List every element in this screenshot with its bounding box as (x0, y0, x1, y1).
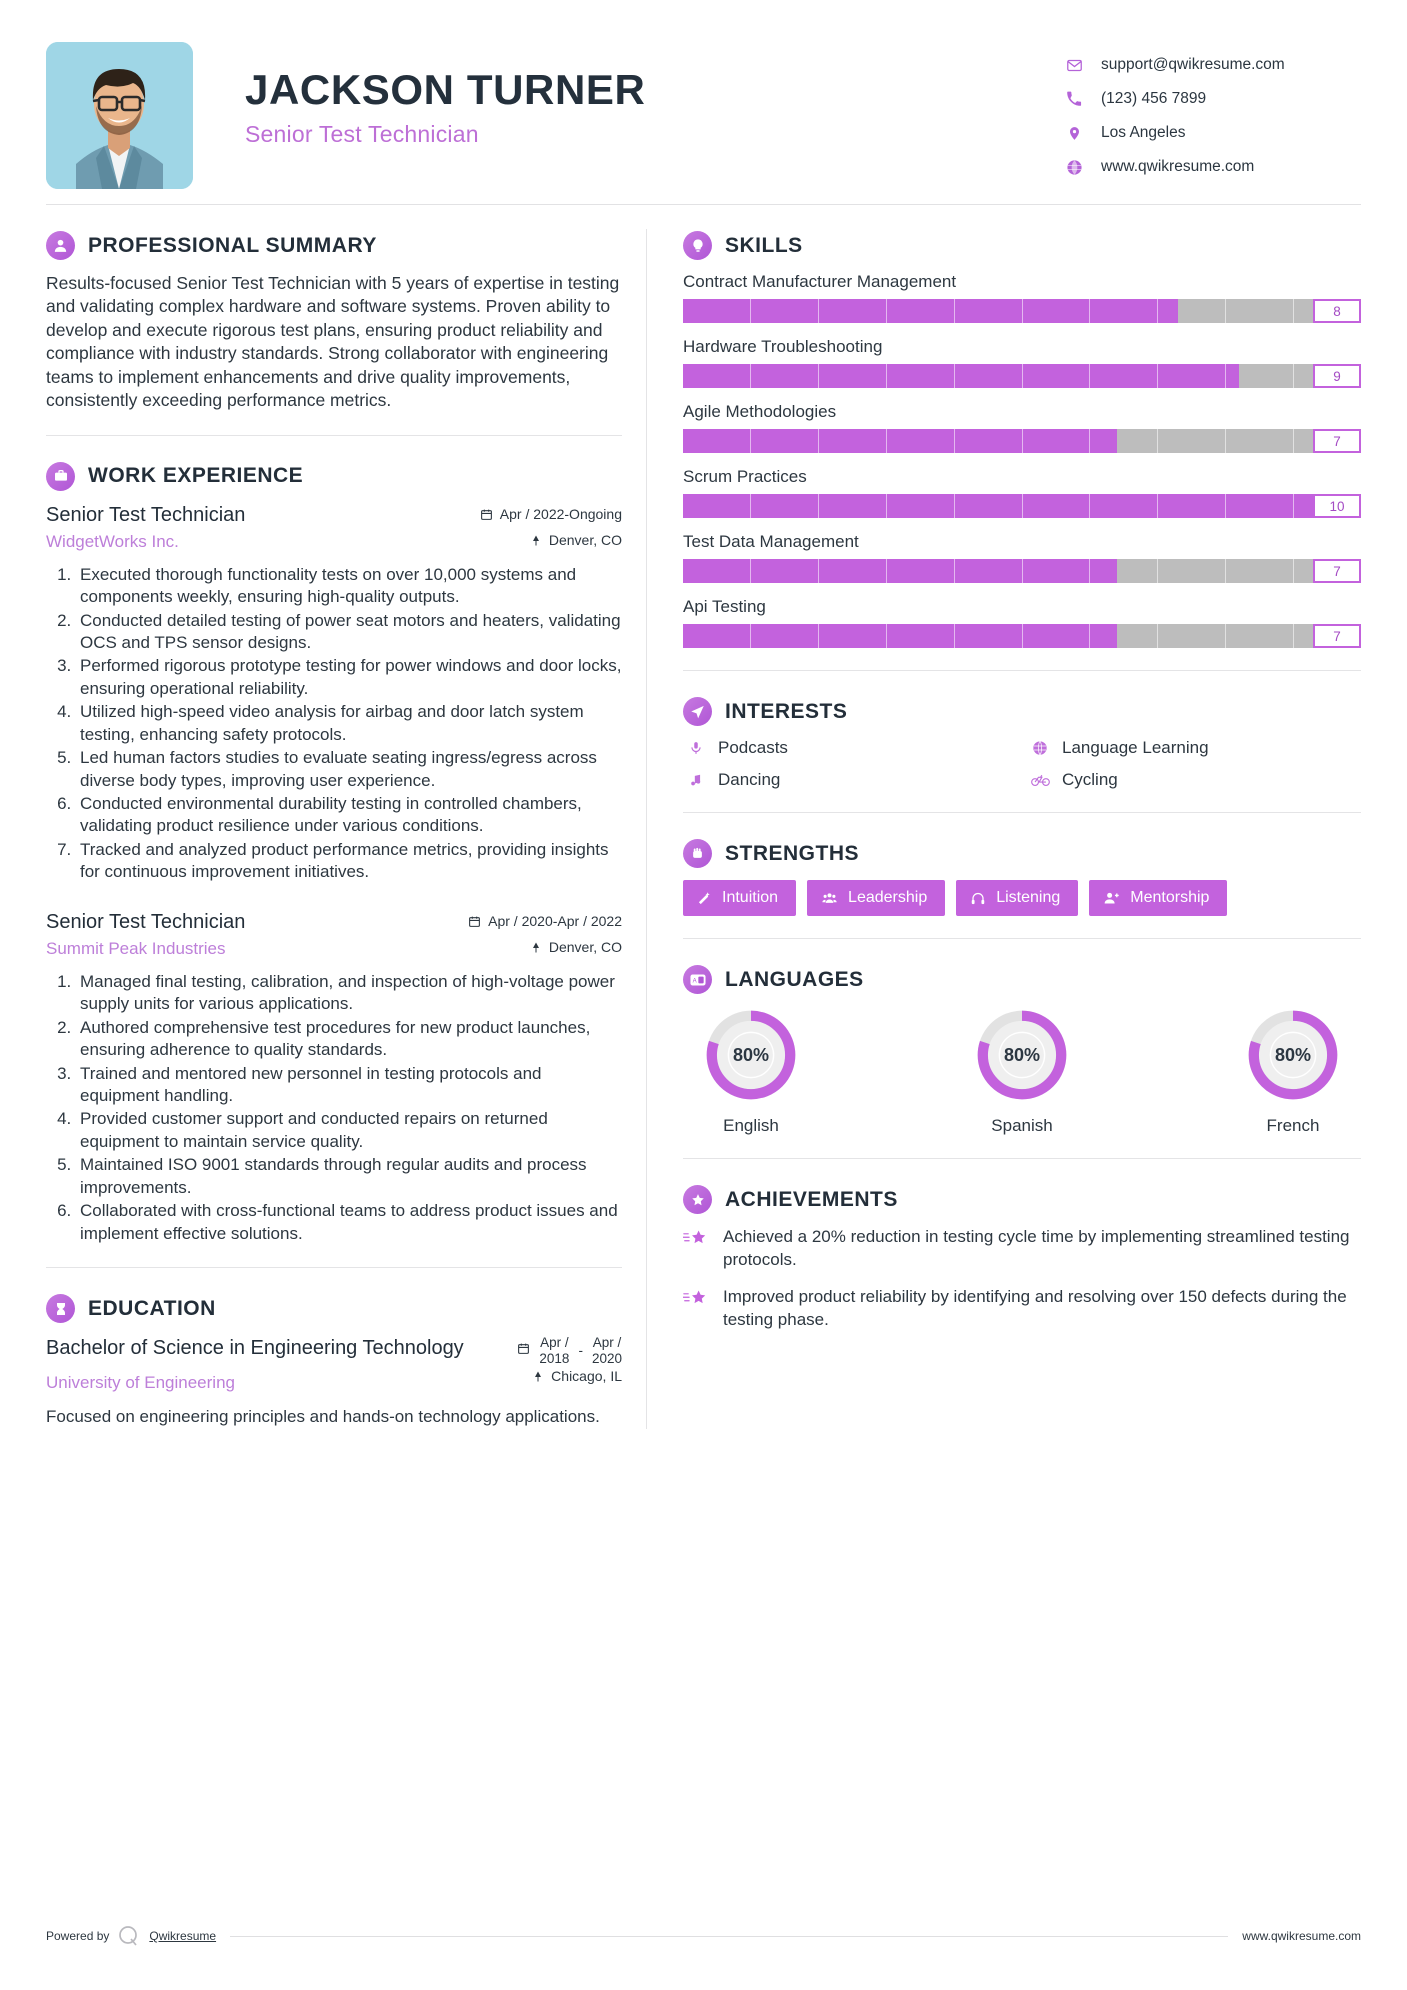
page-title: JACKSON TURNER (245, 66, 646, 113)
section-header (46, 231, 622, 260)
education-start-date (539, 1335, 569, 1366)
language-percent: 80% (1003, 1044, 1041, 1065)
language-donut (1244, 1006, 1342, 1104)
globe-icon (1027, 740, 1053, 756)
list-item: 2. Conducted detailed testing of power seat motors and heaters, validating OCS and TPS sensor designs. (76, 610, 622, 655)
star-icon (683, 1286, 713, 1331)
education-end-date (592, 1335, 622, 1366)
skill-bar (683, 299, 1361, 323)
job-header-row (46, 910, 622, 935)
map-pin-icon (530, 941, 542, 954)
experience-item (46, 910, 622, 1245)
list-item: 6. Collaborated with cross-functional teams to address product issues and implement effective solutions. (76, 1200, 622, 1245)
skill-bar (683, 494, 1361, 518)
mail-icon (1061, 57, 1087, 74)
left-column (46, 205, 646, 1429)
list-item: 5. Maintained ISO 9001 standards through regular audits and process improvements. (76, 1154, 622, 1199)
skill-value: 9 (1313, 364, 1361, 388)
section-divider (683, 1158, 1361, 1159)
skill-value: 7 (1313, 429, 1361, 453)
user-plus-icon (1103, 891, 1120, 906)
send-icon (683, 697, 712, 726)
language-donut (702, 1006, 800, 1104)
strength-tag-mentorship (1089, 880, 1227, 916)
job-subheader-row (46, 528, 622, 552)
education-location (532, 1368, 622, 1384)
contact-list (1061, 42, 1361, 184)
section-interests (683, 697, 1361, 790)
section-title: LANGUAGES (725, 967, 864, 991)
skill-item (683, 272, 1361, 323)
section-title: STRENGTHS (725, 841, 860, 865)
skill-bar (683, 624, 1361, 648)
date-separator: - (578, 1342, 583, 1358)
section-education (46, 1294, 622, 1429)
footer-brand-link[interactable]: Qwikresume (149, 1929, 217, 1943)
list-item: 1. Managed final testing, calibration, and inspection of high-voltage power supply units for various applications. (76, 971, 622, 1016)
experience-item (46, 503, 622, 884)
skill-value: 7 (1313, 624, 1361, 648)
contact-location (1061, 116, 1361, 150)
job-dates-value: Apr / 2020-Apr / 2022 (488, 913, 622, 930)
achievement-item (683, 1286, 1361, 1331)
list-item: 7. Tracked and analyzed product performance metrics, providing insights for continuous improvement initiatives. (76, 839, 622, 884)
skill-item (683, 467, 1361, 518)
education-start-year: 2018 (539, 1350, 570, 1366)
resume-body (46, 205, 1361, 1429)
graduation-icon (46, 1294, 75, 1323)
strength-tag-listening (956, 880, 1078, 916)
job-dates (480, 506, 622, 522)
job-bullets (46, 971, 622, 1245)
skill-item (683, 402, 1361, 453)
section-header (683, 965, 1361, 994)
education-degree: Bachelor of Science in Engineering Technology (46, 1337, 464, 1359)
contact-phone[interactable] (1061, 82, 1361, 116)
contact-website[interactable] (1061, 150, 1361, 184)
education-subrow (46, 1368, 622, 1393)
skill-bar (683, 429, 1361, 453)
calendar-icon (517, 1342, 530, 1359)
pin-icon (1061, 125, 1087, 142)
job-location-value: Denver, CO (548, 532, 622, 549)
section-divider (46, 1267, 622, 1268)
map-pin-icon (530, 534, 542, 547)
globe-icon (1061, 159, 1087, 176)
job-dates (468, 913, 622, 929)
job-location (530, 532, 622, 548)
job-company: WidgetWorks Inc. (46, 531, 179, 551)
section-header (683, 839, 1361, 868)
job-title: Senior Test Technician (245, 121, 479, 148)
right-column (647, 205, 1361, 1429)
skill-value: 7 (1313, 559, 1361, 583)
contact-website-value: www.qwikresume.com (1101, 158, 1255, 175)
language-percent: 80% (1274, 1044, 1312, 1065)
achievement-item (683, 1226, 1361, 1271)
job-dates-value: Apr / 2022-Ongoing (499, 506, 622, 523)
contact-location-value: Los Angeles (1101, 124, 1186, 141)
avatar (46, 42, 193, 189)
microphone-icon (683, 740, 709, 756)
language-name: French (1266, 1116, 1320, 1135)
section-title: PROFESSIONAL SUMMARY (88, 233, 377, 257)
map-pin-icon (532, 1370, 544, 1383)
education-dates (517, 1335, 622, 1366)
education-school: University of Engineering (46, 1373, 235, 1393)
skill-label: Hardware Troubleshooting (683, 337, 883, 356)
contact-email[interactable] (1061, 48, 1361, 82)
section-header (46, 462, 622, 491)
section-header (683, 1185, 1361, 1214)
headphones-icon (970, 891, 986, 906)
star-icon (683, 1226, 713, 1271)
bicycle-icon (1027, 773, 1053, 787)
skill-label: Contract Manufacturer Management (683, 272, 957, 291)
language-item (691, 1006, 811, 1136)
section-title: SKILLS (725, 233, 803, 257)
job-header-row (46, 503, 622, 528)
job-location-value: Denver, CO (548, 939, 622, 956)
skill-value: 8 (1313, 299, 1361, 323)
section-title: ACHIEVEMENTS (725, 1187, 898, 1211)
section-work-experience (46, 462, 622, 1245)
section-header (46, 1294, 622, 1323)
language-name: Spanish (991, 1116, 1053, 1135)
strength-label: Intuition (722, 889, 779, 906)
skill-fill (683, 494, 1361, 518)
section-strengths (683, 839, 1361, 916)
education-degree-block (46, 1335, 464, 1361)
interest-label: Cycling (1062, 770, 1118, 789)
interests-grid (683, 738, 1361, 790)
skill-fill (683, 624, 1117, 648)
interest-item (1027, 738, 1361, 758)
skill-item (683, 532, 1361, 583)
strength-label: Leadership (848, 889, 928, 906)
section-professional-summary (46, 231, 622, 413)
strength-label: Listening (996, 889, 1061, 906)
skill-fill (683, 429, 1117, 453)
list-item: 3. Performed rigorous prototype testing for power windows and door locks, ensuring operational reliability. (76, 655, 622, 700)
interest-item (683, 770, 1017, 790)
fist-icon (683, 839, 712, 868)
list-item: 1. Executed thorough functionality tests on over 10,000 systems and components weekly, ensuring high-quality outputs. (76, 564, 622, 609)
job-subheader-row (46, 935, 622, 959)
footer-website: www.qwikresume.com (1242, 1929, 1361, 1943)
strength-tag-leadership (807, 880, 945, 916)
strengths-list (683, 880, 1361, 916)
list-item: 4. Provided customer support and conducted repairs on returned equipment to maintain service quality. (76, 1108, 622, 1153)
section-title: EDUCATION (88, 1296, 216, 1320)
strength-tag-intuition (683, 880, 796, 916)
skill-label: Agile Methodologies (683, 402, 837, 421)
contact-email-value: support@qwikresume.com (1101, 56, 1285, 73)
section-title: INTERESTS (725, 699, 848, 723)
language-percent: 80% (732, 1044, 770, 1065)
interest-item (683, 738, 1017, 758)
skill-label: Test Data Management (683, 532, 859, 551)
briefcase-icon (46, 462, 75, 491)
interest-label: Language Learning (1062, 738, 1209, 757)
job-role: Senior Test Technician (46, 910, 246, 933)
strength-label: Mentorship (1130, 889, 1210, 906)
list-item: 5. Led human factors studies to evaluate seating ingress/egress across diverse body types, improving user experience. (76, 747, 622, 792)
user-icon (46, 231, 75, 260)
skill-fill (683, 559, 1117, 583)
page-footer (46, 1924, 1361, 1948)
bulb-icon (683, 231, 712, 260)
section-divider (683, 670, 1361, 671)
skill-bar (683, 364, 1361, 388)
contact-phone-value: (123) 456 7899 (1101, 90, 1207, 107)
section-skills (683, 231, 1361, 648)
skill-fill (683, 299, 1178, 323)
section-divider (683, 938, 1361, 939)
languages-list (683, 1006, 1361, 1136)
section-languages (683, 965, 1361, 1136)
skill-label: Scrum Practices (683, 467, 807, 486)
job-company: Summit Peak Industries (46, 938, 226, 958)
job-bullets (46, 564, 622, 884)
language-name: English (723, 1116, 779, 1135)
interest-label: Podcasts (718, 738, 788, 757)
section-title: WORK EXPERIENCE (88, 464, 304, 488)
education-start-month: Apr / (540, 1335, 569, 1350)
skill-item (683, 337, 1361, 388)
language-item (1233, 1006, 1353, 1136)
interest-item (1027, 770, 1361, 790)
education-end-month: Apr / (592, 1335, 622, 1350)
section-header (683, 231, 1361, 260)
achievement-text: Improved product reliability by identifying and resolving over 150 defects during the testing phase. (723, 1287, 1347, 1329)
skill-fill (683, 364, 1239, 388)
education-end-year: 2020 (591, 1350, 622, 1366)
name-block (245, 42, 1061, 148)
section-achievements (683, 1185, 1361, 1331)
job-location (530, 939, 622, 955)
footer-brand-block (46, 1924, 216, 1948)
list-item: 6. Conducted environmental durability testing in controlled chambers, validating product resilience under various conditions. (76, 793, 622, 838)
skill-bar (683, 559, 1361, 583)
language-item (962, 1006, 1082, 1136)
skill-item (683, 597, 1361, 648)
magic-wand-icon (697, 891, 712, 906)
resume-header (46, 0, 1361, 178)
phone-icon (1061, 91, 1087, 107)
qwikresume-logo-icon (117, 1924, 141, 1948)
calendar-icon (480, 508, 493, 521)
achievement-text: Achieved a 20% reduction in testing cycle time by implementing streamlined testing protocols. (723, 1227, 1350, 1269)
calendar-icon (468, 915, 481, 928)
skill-value: 10 (1313, 494, 1361, 518)
section-header (683, 697, 1361, 726)
language-donut (973, 1006, 1071, 1104)
summary-text: Results-focused Senior Test Technician with 5 years of expertise in testing and validating complex hardware and software systems. Proven ability to develop and execute rigorous test plans, ensuring product reliability and compliance with industry standards. Strong collaborator with engineering teams to implement enhancements and drive quality improvements, consistently exceeding performance metrics. (46, 273, 620, 411)
section-divider (46, 435, 622, 436)
list-item: 3. Trained and mentored new personnel in testing protocols and equipment handling. (76, 1063, 622, 1108)
people-group-icon (821, 891, 838, 906)
music-note-icon (683, 772, 709, 788)
section-divider (683, 812, 1361, 813)
job-role: Senior Test Technician (46, 503, 246, 526)
interest-label: Dancing (718, 770, 781, 789)
education-description: Focused on engineering principles and hands-on technology applications. (46, 1407, 600, 1427)
skill-label: Api Testing (683, 597, 766, 616)
translate-icon (683, 965, 712, 994)
list-item: 4. Utilized high-speed video analysis for airbag and door latch system testing, enhancing safety protocols. (76, 701, 622, 746)
education-item (46, 1335, 622, 1366)
star-badge-icon (683, 1185, 712, 1214)
footer-divider (230, 1936, 1228, 1937)
education-location-value: Chicago, IL (551, 1368, 622, 1385)
footer-powered-by: Powered by (46, 1929, 110, 1943)
list-item: 2. Authored comprehensive test procedures for new product launches, ensuring adherence to quality standards. (76, 1017, 622, 1062)
svg-text:A: A (692, 977, 697, 984)
